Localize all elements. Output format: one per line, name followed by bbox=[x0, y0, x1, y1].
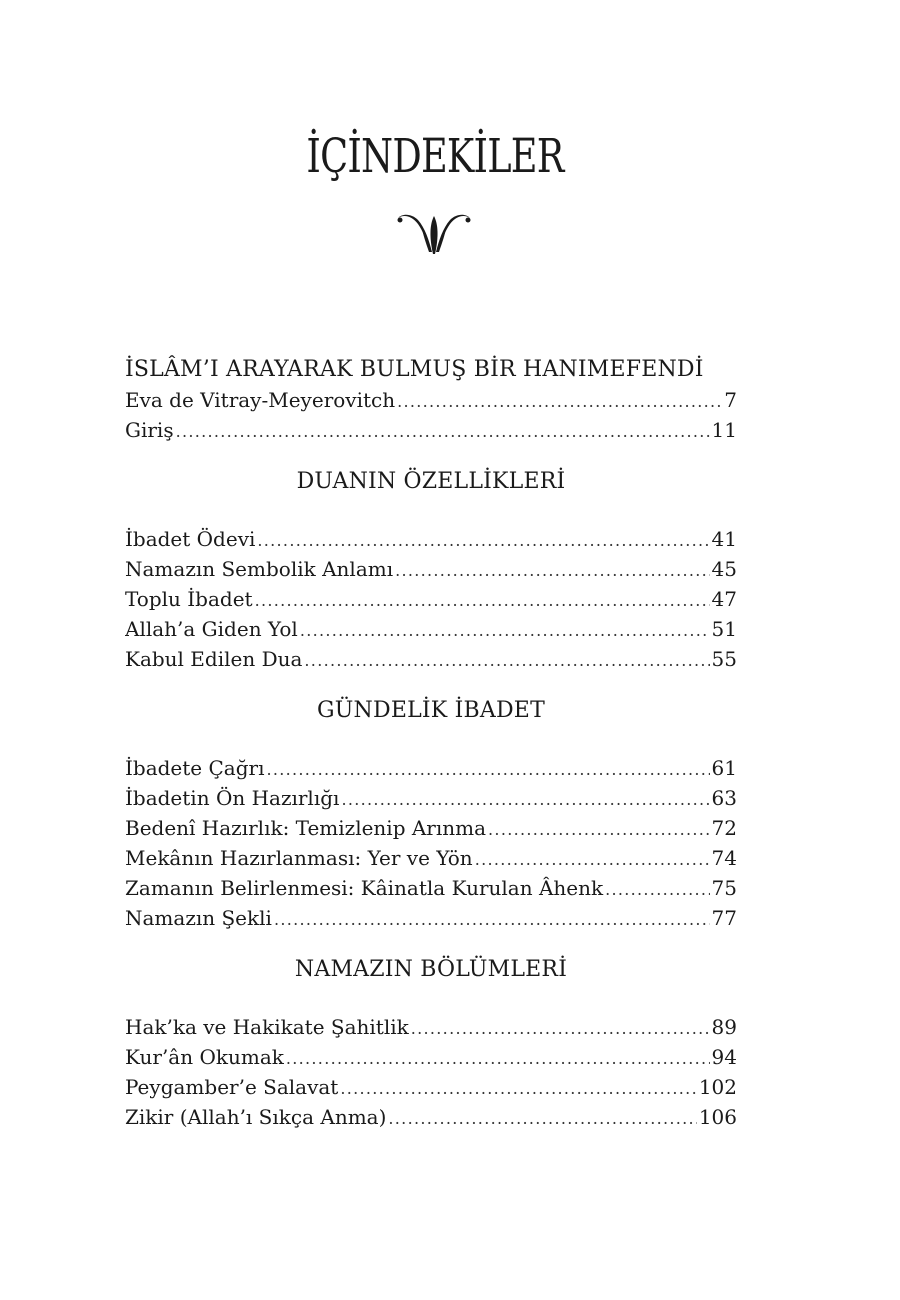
toc-entry[interactable] bbox=[125, 554, 737, 584]
dot-leader bbox=[255, 586, 710, 614]
entry-title: Eva de Vitray-Meyerovitch bbox=[125, 388, 396, 412]
dot-leader bbox=[300, 616, 710, 644]
entry-title: Toplu İbadet bbox=[125, 587, 253, 611]
entry-title: Kur’ân Okumak bbox=[125, 1045, 284, 1069]
dot-leader bbox=[388, 1104, 696, 1132]
dot-leader bbox=[341, 785, 709, 813]
page-title: İÇİNDEKİLER bbox=[306, 129, 564, 184]
dot-leader bbox=[266, 755, 709, 783]
dot-leader bbox=[340, 1074, 696, 1102]
dot-leader bbox=[475, 845, 710, 873]
entry-page-number: 7 bbox=[724, 388, 737, 412]
toc-entry[interactable] bbox=[125, 614, 737, 644]
dot-leader bbox=[605, 875, 709, 903]
entry-title: Hak’ka ve Hakikate Şahitlik bbox=[125, 1015, 409, 1039]
toc-entry[interactable] bbox=[125, 1072, 737, 1102]
entry-title: Giriş bbox=[125, 418, 174, 442]
entry-title: İbadetin Ön Hazırlığı bbox=[125, 786, 340, 810]
entry-page-number: 41 bbox=[711, 527, 737, 551]
entry-title: İbadet Ödevi bbox=[125, 527, 256, 551]
entry-title: Bedenî Hazırlık: Temizlenip Arınma bbox=[125, 816, 487, 840]
toc-entry[interactable] bbox=[125, 584, 737, 614]
toc-entry[interactable] bbox=[125, 903, 737, 933]
entry-title: Kabul Edilen Dua bbox=[125, 647, 303, 671]
entry-page-number: 72 bbox=[711, 816, 737, 840]
entry-title: Zikir (Allah’ı Sıkça Anma) bbox=[125, 1105, 387, 1129]
toc-entry[interactable] bbox=[125, 644, 737, 674]
entry-page-number: 102 bbox=[698, 1075, 737, 1099]
toc-entry[interactable] bbox=[125, 873, 737, 903]
table-of-contents bbox=[125, 355, 737, 1132]
dot-leader bbox=[286, 1044, 710, 1072]
toc-entry[interactable] bbox=[125, 524, 737, 554]
toc-entry[interactable] bbox=[125, 783, 737, 813]
toc-entry[interactable] bbox=[125, 843, 737, 873]
entry-title: Namazın Şekli bbox=[125, 906, 272, 930]
entry-page-number: 106 bbox=[698, 1105, 737, 1129]
section-heading: DUANIN ÖZELLİKLERİ bbox=[296, 469, 566, 494]
entry-title: Zamanın Belirlenmesi: Kâinatla Kurulan Âhenk bbox=[125, 876, 604, 900]
toc-entry[interactable] bbox=[125, 1042, 737, 1072]
dot-leader bbox=[397, 387, 722, 415]
dot-leader bbox=[395, 556, 709, 584]
entry-page-number: 11 bbox=[711, 418, 737, 442]
intro-heading: İSLÂM’I ARAYARAK BULMUŞ BİR HANIMEFENDİ bbox=[125, 357, 704, 382]
entry-page-number: 47 bbox=[711, 587, 737, 611]
entry-title: Allah’a Giden Yol bbox=[125, 617, 298, 641]
entry-page-number: 94 bbox=[711, 1045, 737, 1069]
dot-leader bbox=[304, 646, 709, 674]
dot-leader bbox=[176, 417, 710, 445]
dot-leader bbox=[488, 815, 710, 843]
section-heading: NAMAZIN BÖLÜMLERİ bbox=[294, 957, 568, 982]
entry-page-number: 45 bbox=[711, 557, 737, 581]
entry-page-number: 61 bbox=[711, 756, 737, 780]
toc-entry[interactable] bbox=[125, 1102, 737, 1132]
entry-title: Mekânın Hazırlanması: Yer ve Yön bbox=[125, 846, 473, 870]
toc-entry[interactable] bbox=[125, 385, 737, 415]
entry-page-number: 55 bbox=[711, 647, 737, 671]
entry-page-number: 77 bbox=[711, 906, 737, 930]
dot-leader bbox=[411, 1014, 710, 1042]
toc-entry[interactable] bbox=[125, 753, 737, 783]
toc-entry[interactable] bbox=[125, 415, 737, 445]
entry-page-number: 89 bbox=[711, 1015, 737, 1039]
entry-title: Namazın Sembolik Anlamı bbox=[125, 557, 394, 581]
entry-title: Peygamber’e Salavat bbox=[125, 1075, 339, 1099]
toc-entry[interactable] bbox=[125, 1012, 737, 1042]
entry-page-number: 51 bbox=[711, 617, 737, 641]
toc-entry[interactable] bbox=[125, 813, 737, 843]
entry-page-number: 63 bbox=[711, 786, 737, 810]
dot-leader bbox=[274, 905, 710, 933]
section-heading: GÜNDELİK İBADET bbox=[317, 698, 545, 723]
entry-page-number: 74 bbox=[711, 846, 737, 870]
dot-leader bbox=[257, 526, 709, 554]
entry-title: İbadete Çağrı bbox=[125, 756, 265, 780]
entry-page-number: 75 bbox=[711, 876, 737, 900]
fleuron-ornament-icon bbox=[396, 210, 472, 258]
